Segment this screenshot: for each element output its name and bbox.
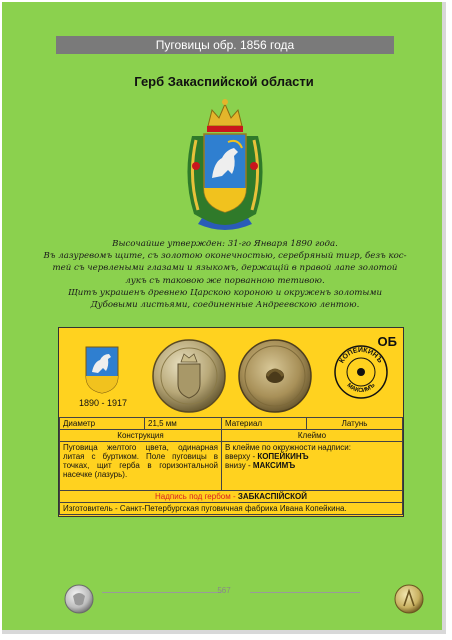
table-row [60, 418, 403, 430]
mark-text-top: КОПЕЙКИНЪ [338, 346, 384, 365]
description-line: Высочайше утвержден: 31-го Января 1890 года. [112, 239, 338, 249]
mark-text-bottom: МАКСИМЪ [345, 382, 377, 395]
section-title: Герб Закаспийской области [134, 74, 314, 89]
stamp-top-value: КОПЕЙКИНЪ [257, 452, 309, 461]
svg-text:МАКСИМЪ [346, 383, 377, 395]
page-header [56, 36, 394, 54]
years-range: 1890 - 1917 [78, 398, 128, 408]
coat-description [32, 238, 418, 311]
table-row [60, 442, 403, 491]
page [2, 2, 446, 634]
stamp-label: Клеймо [222, 430, 403, 442]
table-row [60, 491, 403, 503]
stamp-bottom-value: МАКСИМЪ [252, 461, 296, 470]
footer-button-left-image [64, 584, 94, 614]
stamp-top-line [225, 452, 399, 461]
diameter-value: 21,5 мм [145, 418, 222, 430]
stamp-bottom-line [225, 461, 399, 470]
button-back-photo [237, 338, 313, 414]
small-shield-image [85, 346, 119, 394]
stamp-text [222, 442, 403, 491]
description-line: лукъ съ таковою же порванною тетивою. [125, 275, 325, 286]
material-label: Материал [222, 418, 307, 430]
page-number: 567 [217, 586, 231, 595]
stamp-intro: В клейме по окружности надписи: [225, 443, 351, 452]
table-row [60, 503, 403, 515]
stamp-top-label: вверху - [225, 452, 258, 461]
maker-mark-image [333, 344, 389, 400]
description-line: Въ лазуревомъ щите, съ золотою оконечностью, серебряный тигр, безъ кос- [43, 251, 407, 262]
svg-text:КОПЕЙКИНЪ [339, 345, 384, 365]
caption-row [60, 491, 403, 503]
diameter-label: Диаметр [60, 418, 145, 430]
caption-value: ЗАБКАСПIЙСКОЙ [237, 492, 307, 501]
stamp-bottom-label: внизу - [225, 461, 253, 470]
construction-label: Конструкция [60, 430, 222, 442]
specs-table [59, 417, 403, 515]
description-line: Щитъ украшенъ древнею Царскою короною и окруженъ золотыми [67, 287, 383, 298]
footer-button-right-image [394, 584, 424, 614]
side-badge: ОБ [377, 334, 397, 349]
maker-text: Изготовитель - Санкт-Петербургская пуговичная фабрика Ивана Копейкина. [60, 503, 403, 515]
material-value: Латунь [307, 418, 403, 430]
description-line: Дубовыми листьями, соединенные Андреевскою лентою. [90, 300, 360, 311]
header-title: Пуговицы обр. 1856 года [155, 38, 295, 52]
description-line: тей съ червлеными глазами и языкомъ, держащій в правой лапе золотой [52, 263, 398, 274]
table-row [60, 430, 403, 442]
construction-text: Пуговица желтого цвета, одинарная литая с буртиком. Поле пуговицы в точках, щит герба в горизонтальной насечке (лазурь). [60, 442, 222, 491]
button-info-card [58, 327, 404, 517]
coat-of-arms-image [182, 96, 268, 236]
caption-label: Надпись под гербом - [154, 492, 238, 501]
button-front-photo [151, 338, 227, 414]
